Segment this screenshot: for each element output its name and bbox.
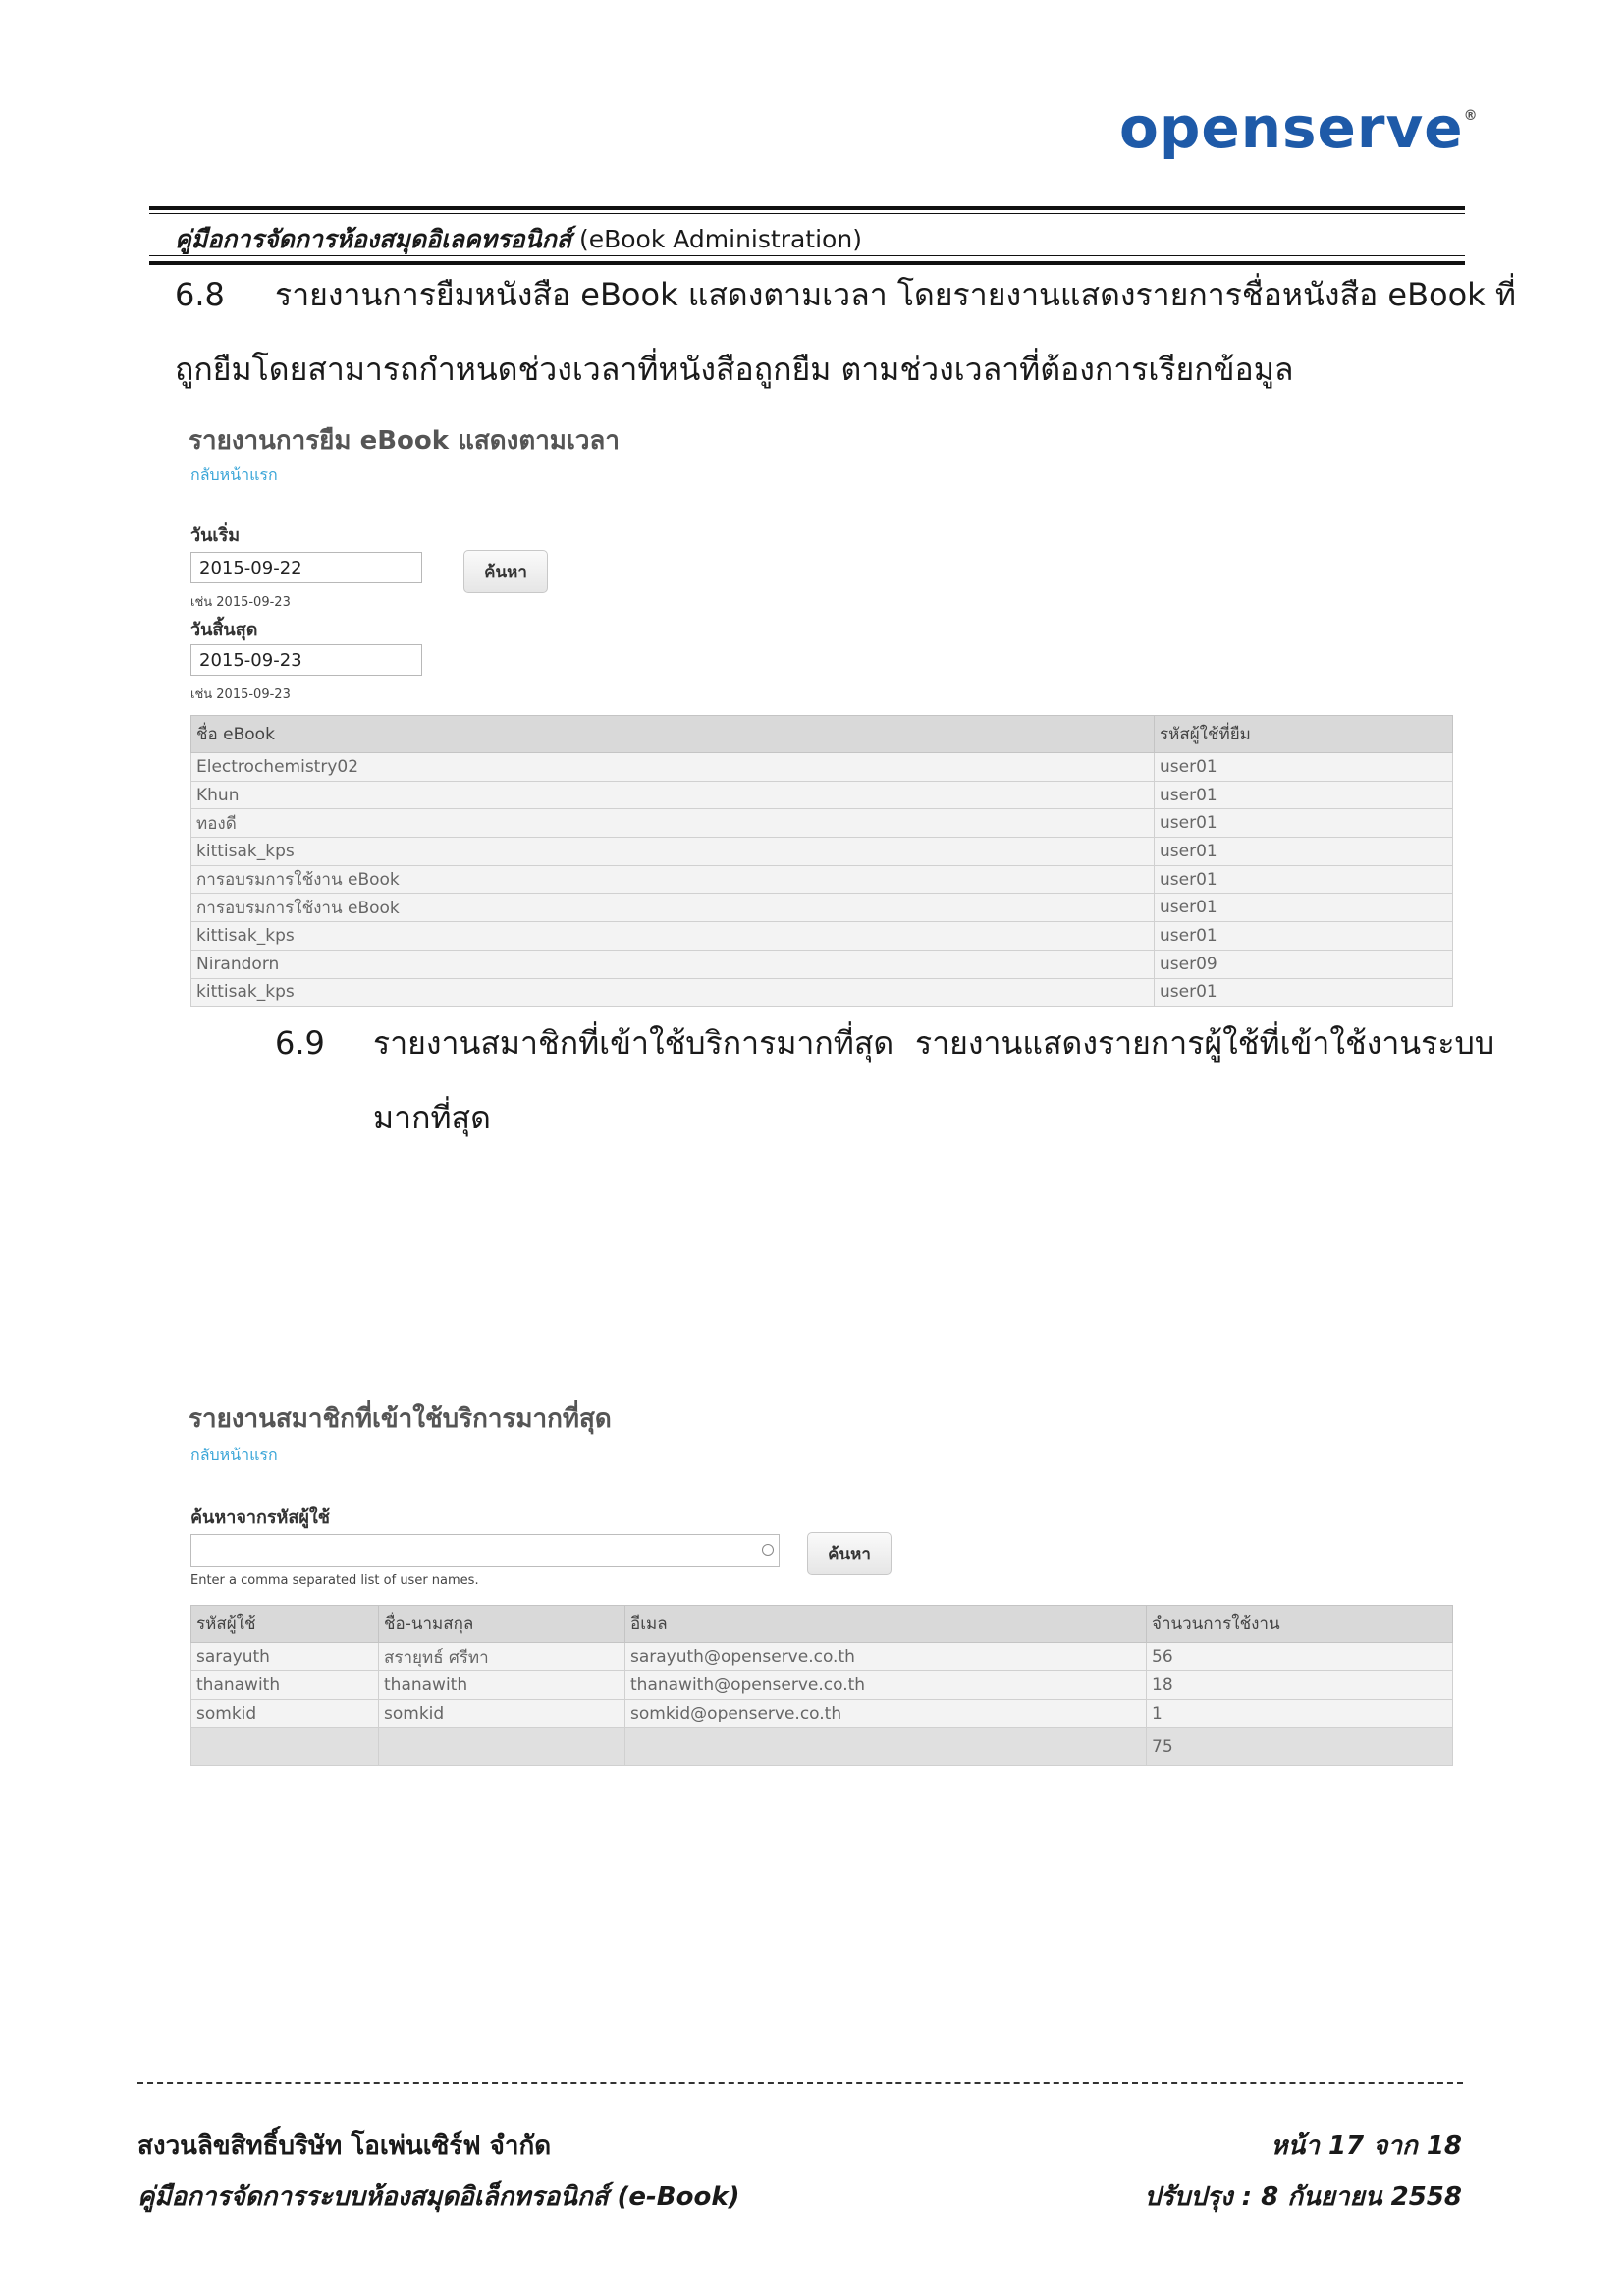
- header-rule-bottom: [149, 261, 1465, 265]
- report1-title: รายงานการยืม eBook แสดงตามเวลา: [189, 426, 620, 456]
- ebook-name-cell: kittisak_kps: [191, 838, 1155, 866]
- full-name-cell: thanawith: [379, 1671, 625, 1700]
- column-header-usage-count: จำนวนการใช้งาน: [1147, 1606, 1453, 1643]
- column-header-full-name: ชื่อ-นามสกุล: [379, 1606, 625, 1643]
- start-date-label: วันเริ่ม: [190, 525, 241, 546]
- registered-mark: ®: [1463, 107, 1479, 124]
- table-row: [191, 978, 1453, 1007]
- section-6-8-number: 6.8: [175, 276, 225, 313]
- footer-revision-date: ปรับปรุง : 8 กันยายน 2558: [1144, 2182, 1462, 2212]
- footer-page-number: หน้า 17 จาก 18: [1271, 2131, 1462, 2160]
- start-date-input[interactable]: 2015-09-22: [190, 552, 422, 583]
- section-6-9-number: 6.9: [275, 1024, 325, 1062]
- table-row: [191, 950, 1453, 978]
- borrower-id-cell: user01: [1155, 894, 1453, 922]
- end-date-input[interactable]: 2015-09-23: [190, 644, 422, 676]
- full-name-cell: somkid: [379, 1700, 625, 1728]
- end-date-label: วันสิ้นสุด: [190, 620, 258, 640]
- user-search-hint: Enter a comma separated list of user names.: [190, 1573, 479, 1588]
- total-row: [191, 1728, 1453, 1766]
- borrower-id-cell: user01: [1155, 781, 1453, 809]
- table-row: [191, 781, 1453, 809]
- ebook-name-cell: Nirandorn: [191, 950, 1155, 978]
- report2-home-link[interactable]: กลับหน้าแรก: [190, 1446, 278, 1464]
- empty-cell: [379, 1728, 625, 1766]
- section-6-8-text-line1: รายงานการยืมหนังสือ eBook แสดงตามเวลา โดยรายงานแสดงรายการชื่อหนังสือ eBook ที่: [275, 276, 1516, 313]
- search-clear-icon[interactable]: [762, 1544, 774, 1556]
- user-search-input[interactable]: [190, 1534, 780, 1567]
- user-id-cell: sarayuth: [191, 1643, 379, 1671]
- column-header-email: อีเมล: [625, 1606, 1147, 1643]
- empty-cell: [625, 1728, 1147, 1766]
- table-row: [191, 1700, 1453, 1728]
- document-header-title: คู่มือการจัดการห้องสมุดอิเลคทรอนิกส์ (eBook Administration): [175, 225, 862, 253]
- usage-count-cell: 1: [1147, 1700, 1453, 1728]
- total-usage-cell: 75: [1147, 1728, 1453, 1766]
- email-cell: sarayuth@openserve.co.th: [625, 1643, 1147, 1671]
- user-id-cell: thanawith: [191, 1671, 379, 1700]
- footer-document-title: คู่มือการจัดการระบบห้องสมุดอิเล็กทรอนิกส์ (e-Book): [137, 2182, 740, 2212]
- footer-divider: [137, 2082, 1463, 2084]
- borrower-id-cell: user09: [1155, 950, 1453, 978]
- column-header-user-id: รหัสผู้ใช้: [191, 1606, 379, 1643]
- table-row: [191, 894, 1453, 922]
- report2-title: รายงานสมาชิกที่เข้าใช้บริการมากที่สุด: [189, 1404, 612, 1434]
- section-6-9-text-line1b: รายงานแสดงรายการผู้ใช้ที่เข้าใช้งานระบบ: [915, 1024, 1495, 1062]
- table-row: [191, 1671, 1453, 1700]
- email-cell: thanawith@openserve.co.th: [625, 1671, 1147, 1700]
- column-header-borrower-id: รหัสผู้ใช้ที่ยืม: [1155, 716, 1453, 753]
- table-row: [191, 838, 1453, 866]
- full-name-cell: สรายุทธ์ ศรีทา: [379, 1643, 625, 1671]
- report1-search-button[interactable]: ค้นหา: [463, 550, 548, 593]
- table-row: [191, 922, 1453, 951]
- borrower-id-cell: user01: [1155, 809, 1453, 838]
- table-row: [191, 1643, 1453, 1671]
- section-6-8-text-line2: ถูกยืมโดยสามารถกำหนดช่วงเวลาที่หนังสือถูกยืม ตามช่วงเวลาที่ต้องการเรียกข้อมูล: [175, 351, 1294, 388]
- header-rule-top-thin: [149, 213, 1465, 214]
- borrower-id-cell: user01: [1155, 865, 1453, 894]
- report1-home-link[interactable]: กลับหน้าแรก: [190, 465, 278, 484]
- header-rule-bottom-thin: [149, 255, 1465, 256]
- section-6-9-text-line2: มากที่สุด: [373, 1099, 491, 1136]
- table-row: [191, 865, 1453, 894]
- ebook-name-cell: Electrochemistry02: [191, 753, 1155, 782]
- end-date-hint: เช่น 2015-09-23: [190, 687, 291, 702]
- user-id-cell: somkid: [191, 1700, 379, 1728]
- ebook-name-cell: การอบรมการใช้งาน eBook: [191, 894, 1155, 922]
- section-6-9-text-line1a: รายงานสมาชิกที่เข้าใช้บริการมากที่สุด: [373, 1024, 894, 1062]
- header-rule-top: [149, 206, 1465, 210]
- usage-count-cell: 56: [1147, 1643, 1453, 1671]
- ebook-name-cell: kittisak_kps: [191, 922, 1155, 951]
- table-header-row: [191, 1606, 1453, 1643]
- borrower-id-cell: user01: [1155, 978, 1453, 1007]
- table-row: [191, 809, 1453, 838]
- top-members-table: [190, 1605, 1453, 1766]
- ebook-name-cell: ทองดี: [191, 809, 1155, 838]
- usage-count-cell: 18: [1147, 1671, 1453, 1700]
- table-header-row: [191, 716, 1453, 753]
- openserve-logo: openserve®: [1119, 94, 1479, 161]
- user-search-label: ค้นหาจากรหัสผู้ใช้: [190, 1507, 330, 1528]
- email-cell: somkid@openserve.co.th: [625, 1700, 1147, 1728]
- borrower-id-cell: user01: [1155, 922, 1453, 951]
- empty-cell: [191, 1728, 379, 1766]
- ebook-name-cell: Khun: [191, 781, 1155, 809]
- ebook-name-cell: การอบรมการใช้งาน eBook: [191, 865, 1155, 894]
- borrower-id-cell: user01: [1155, 753, 1453, 782]
- start-date-hint: เช่น 2015-09-23: [190, 595, 291, 610]
- column-header-ebook-name: ชื่อ eBook: [191, 716, 1155, 753]
- footer-copyright: สงวนลิขสิทธิ์บริษัท โอเพ่นเซิร์ฟ จำกัด: [137, 2131, 552, 2160]
- borrower-id-cell: user01: [1155, 838, 1453, 866]
- table-row: [191, 753, 1453, 782]
- ebook-name-cell: kittisak_kps: [191, 978, 1155, 1007]
- report2-search-button[interactable]: ค้นหา: [807, 1532, 892, 1575]
- borrow-report-table: [190, 715, 1453, 1007]
